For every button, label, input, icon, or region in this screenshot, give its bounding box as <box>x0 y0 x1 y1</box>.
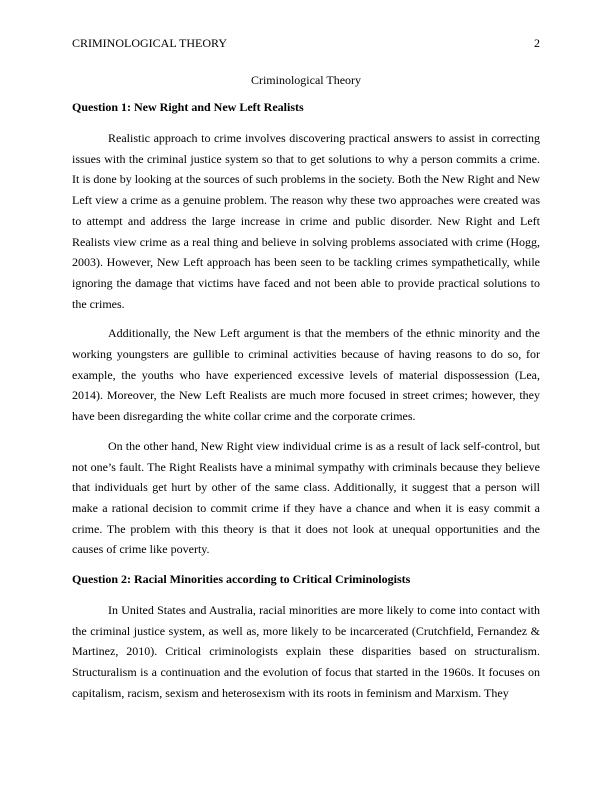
section-heading-2: Question 2: Racial Minorities according to Critical Criminologists <box>72 572 411 587</box>
running-head: CRIMINOLOGICAL THEORY <box>72 36 227 50</box>
paragraph: In United States and Australia, racial minorities are more likely to come into contact with the criminal justice system, as well as, more likely to be incarcerated (Crutchfield, Fernandez & Martinez, 2010). Critical criminologists explain these disparities based on structuralism. Structuralism is a continuation and the evolution of focus that started in the 1960s. It focuses on capitalism, racism, sexism and heterosexism with its roots in feminism and Marxism. They <box>72 603 540 700</box>
document-body <box>72 70 540 713</box>
section-heading-1: Question 1: New Right and New Left Realists <box>72 100 304 114</box>
page-number: 2 <box>534 36 540 50</box>
paragraph: On the other hand, New Right view individual crime is as a result of lack self-control, but not one’s fault. The Right Realists have a minimal sympathy with criminals because they believe that individuals get hurt by other of the same class. Additionally, it suggest that a person will make a rational decision to commit crime if they have a chance and when it is easy commit a crime. The problem with this theory is that it does not look at unequal opportunities and the causes of crime like poverty. <box>72 438 540 557</box>
document-title: Criminological Theory <box>250 73 362 87</box>
paragraph: Realistic approach to crime involves discovering practical answers to assist in correcting issues with the criminal justice system so that to get solutions to why a person commits a crime. It is done by looking at the sources of such problems in the society. Both the New Right and New Left view a crime as a genuine problem. The reason why these two approaches were created was to attempt and address the large increase in crime and public disorder. New Right and Left Realists view crime as a real thing and believe in solving problems associated with crime (Hogg, 2003). However, New Left approach has been seen to be tackling crimes sympathetically, while ignoring the damage that victims have faced and not been able to provide practical solutions to the crimes. <box>72 131 540 311</box>
paragraph: Additionally, the New Left argument is that the members of the ethnic minority and the working youngsters are gullible to criminal activities because of having reasons to do so, for example, the youths who have experienced excessive levels of material dispossession (Lea, 2014). Moreover, the New Left Realists are much more focused in street crimes; however, they have been disregarding the white collar crime and the corporate crimes. <box>72 326 540 424</box>
